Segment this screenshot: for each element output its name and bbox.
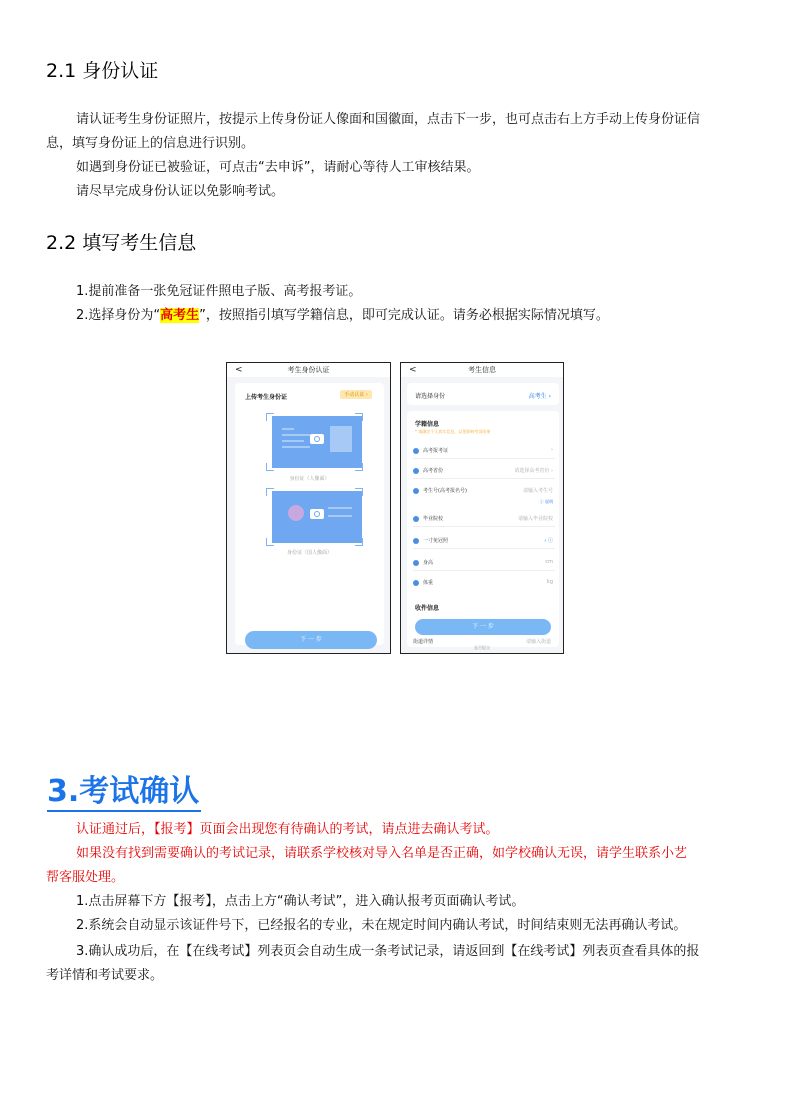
field-icon	[413, 560, 419, 566]
id-front-upload-area[interactable]	[272, 416, 362, 468]
paragraph-2-1-line2: 息，填写身份证上的信息进行识别。	[46, 136, 255, 151]
id-line	[282, 440, 304, 442]
form-row[interactable]	[413, 557, 555, 571]
portrait-placeholder-icon	[330, 426, 352, 452]
bottom-text: 是否提交	[474, 645, 490, 650]
paragraph-3-step3-line1: 3.确认成功后，在【在线考试】列表页会自动生成一条考试记录，请返回到【在线考试】列表页查看具体的报	[76, 944, 700, 959]
field-label: 一寸免冠照	[423, 538, 449, 544]
field-value: 请输入考生号	[522, 488, 553, 494]
field-label: 身高	[423, 560, 434, 566]
school-info-card	[407, 411, 559, 647]
camera-icon	[310, 509, 324, 519]
id-front-caption: 身份证（人像面）	[289, 476, 330, 482]
street-value[interactable]: 请输入街道	[525, 639, 551, 645]
section-2-1-heading: 2.1 身份认证	[46, 60, 159, 82]
field-value: 请选择高考省份 ›	[514, 468, 553, 474]
form-row[interactable]	[413, 485, 555, 499]
next-step-button[interactable]: 下 一 步	[245, 631, 377, 649]
highlight-gaokaosheng: 高考生	[160, 308, 200, 323]
mail-section-title: 收件信息	[415, 605, 440, 612]
paragraph-3-step1: 1.点击屏幕下方【报考】，点击上方“确认考试”，进入确认报考页面确认考试。	[76, 894, 525, 909]
id-line	[282, 434, 310, 436]
next-step-button[interactable]: 下 一 步	[415, 619, 551, 635]
paragraph-3-step3-line2: 考详情和考试要求。	[46, 968, 164, 983]
emblem-icon	[288, 505, 304, 521]
phone-screenshot-candidate-info	[400, 362, 564, 654]
identity-select-row[interactable]	[407, 383, 559, 405]
phone1-upload-card	[235, 383, 384, 645]
field-icon	[413, 580, 419, 586]
field-icon	[413, 468, 419, 474]
manual-verify-tag[interactable]: 手动认证 ›	[340, 390, 372, 399]
section-2-2-heading: 2.2 填写考生信息	[46, 232, 197, 254]
id-line	[282, 428, 294, 430]
field-icon	[413, 538, 419, 544]
field-value: 请输入毕业院校	[517, 516, 553, 522]
field-icon	[413, 488, 419, 494]
back-icon[interactable]: <	[235, 365, 243, 375]
paragraph-2-1-appeal: 如遇到身份证已被验证，可点击“去申诉”，请耐心等待人工审核结果。	[76, 160, 480, 175]
field-value: ›	[551, 447, 553, 453]
back-icon[interactable]: <	[409, 365, 417, 375]
paragraph-2-2-step2	[76, 304, 609, 328]
paragraph-3-step2: 2.系统会自动显示该证件号下，已经报名的专业，未在规定时间内确认考试，时间结束则无法再确认考试。	[76, 918, 687, 933]
phone2-title: 考生信息	[468, 366, 496, 374]
form-row[interactable]	[413, 445, 555, 459]
field-icon	[413, 448, 419, 454]
paragraph-3-contact-line2: 帮客服处理。	[46, 870, 125, 885]
field-value: kg	[546, 579, 553, 585]
paragraph-2-1-line1: 请认证考生身份证照片，按提示上传身份证人像面和国徽面，点击下一步，也可点击右上方手动上传身份证信	[76, 112, 701, 127]
phone1-nav-bar	[227, 363, 390, 377]
field-label: 体重	[423, 580, 434, 586]
paragraph-2-2-step1: 1.提前准备一张免冠证件照电子版、高考报考证。	[76, 284, 362, 299]
field-icon	[413, 516, 419, 522]
select-identity-label: 请选择身份	[415, 393, 446, 400]
camera-icon	[310, 434, 324, 444]
phone-screenshot-id-verification	[226, 362, 391, 654]
id-back-caption: 身份证（国人像面）	[286, 550, 332, 556]
identity-value: 高考生 ›	[528, 393, 551, 400]
phone1-title: 考生身份认证	[287, 366, 330, 374]
help-link[interactable]: ⓘ 说明	[539, 499, 553, 504]
id-line	[328, 507, 352, 509]
form-row[interactable]	[413, 577, 555, 591]
id-back-upload-area[interactable]	[272, 491, 362, 543]
step2-text-after: ”，按照指引填写学籍信息，即可完成认证。请务必根据实际情况填写。	[199, 308, 609, 323]
paragraph-2-1-reminder: 请尽早完成身份认证以免影响考试。	[76, 184, 285, 199]
school-section-title: 学籍信息	[415, 421, 440, 428]
paragraph-3-notice: 认证通过后，【报考】页面会出现您有待确认的考试，请点进去确认考试。	[76, 822, 499, 837]
field-label: 高考省份	[423, 468, 444, 474]
section-3-heading: 3.考试确认	[47, 774, 201, 812]
field-value: › ⓘ	[544, 538, 553, 544]
form-row[interactable]	[413, 465, 555, 479]
paragraph-3-contact-line1: 如果没有找到需要确认的考试记录，请联系学校核对导入名单是否正确，如学校确认无误，请学生联系小艺	[76, 846, 688, 861]
field-label: 考生号(高考报名号)	[423, 488, 467, 494]
phone2-nav-bar	[401, 363, 563, 377]
upload-id-title: 上传考生身份证	[245, 394, 288, 401]
field-label: 高考报考证	[423, 448, 449, 454]
field-label: 毕业院校	[423, 516, 444, 522]
id-line	[328, 515, 352, 517]
school-note: * 请确定个人真实信息，以免影响考试结果	[415, 429, 491, 434]
form-row[interactable]	[413, 513, 555, 527]
street-label: 街道详情	[413, 639, 434, 645]
step2-text-before: 2.选择身份为“	[76, 308, 161, 323]
form-row[interactable]	[413, 535, 555, 549]
field-value: cm	[545, 559, 553, 565]
id-line	[282, 446, 310, 448]
